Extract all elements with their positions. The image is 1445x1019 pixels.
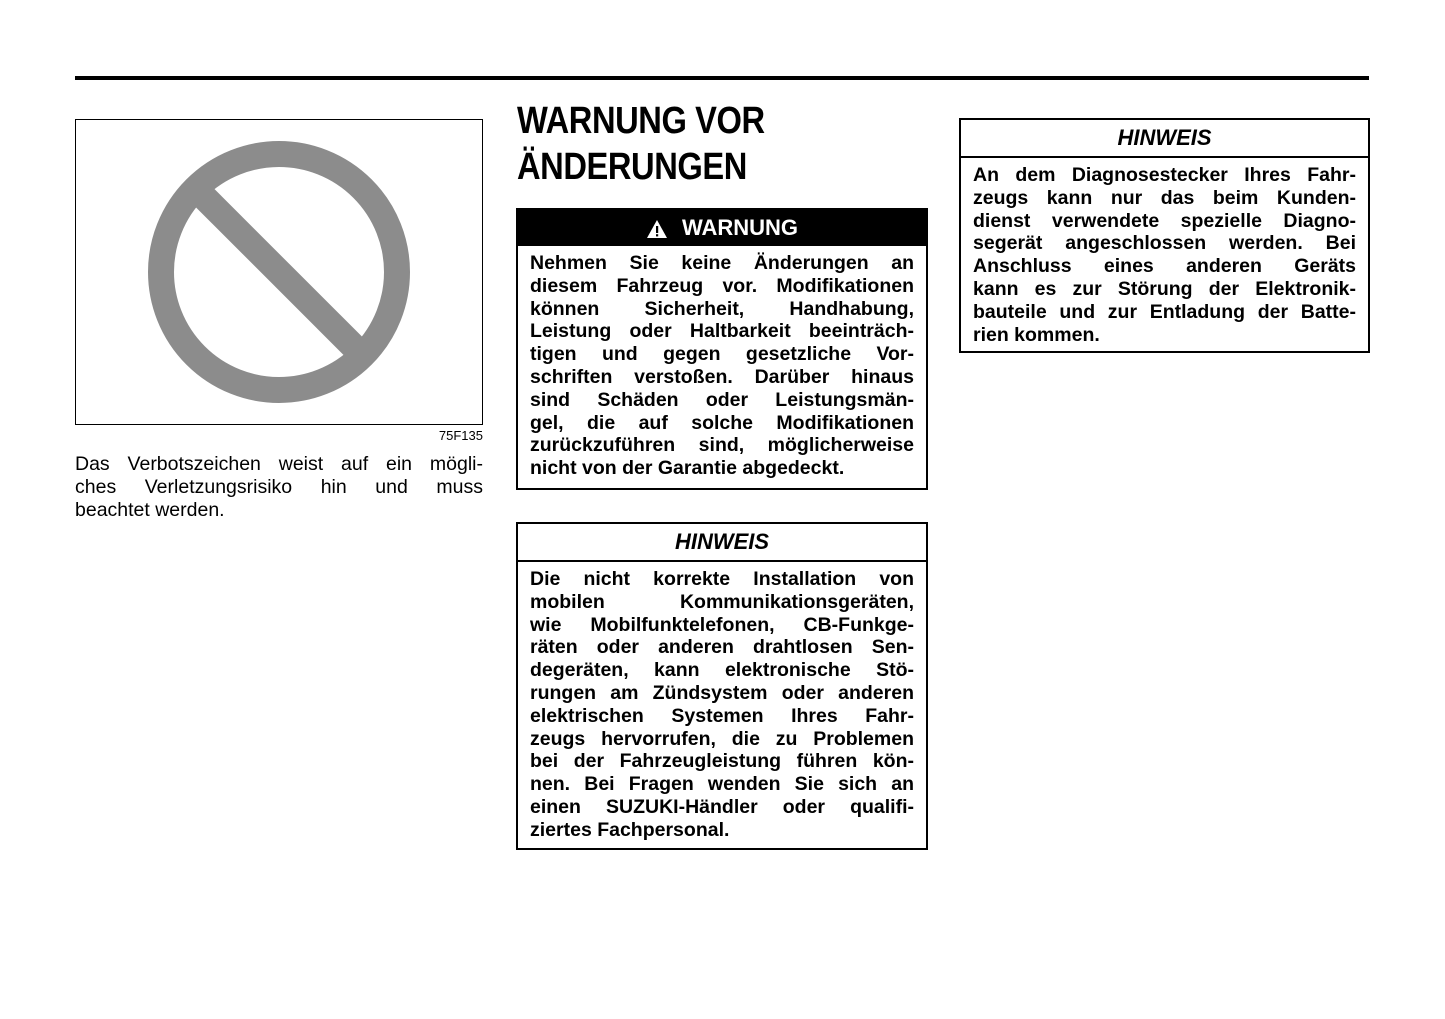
- notice-header: HINWEIS: [518, 524, 926, 562]
- notice-line: rungen am Zündsystem oder anderen: [530, 681, 914, 704]
- notice-line: Anschluss eines anderen Geräts: [973, 255, 1356, 278]
- notice-box-diagnostic-connector: [959, 118, 1370, 353]
- notice-line: dienst verwendete spezielle Diagno-: [973, 209, 1356, 232]
- warning-box: [516, 208, 928, 490]
- notice-line: zeugs kann nur das beim Kunden-: [973, 186, 1356, 209]
- notice-text: [518, 562, 926, 842]
- caption-line: ches Verletzungsrisiko hin und muss: [75, 476, 483, 498]
- notice-line: bei der Fahrzeugleistung führen kön-: [530, 750, 914, 773]
- notice-line: wie Mobilfunktelefonen, CB-Funkge-: [530, 613, 914, 636]
- warning-line: Leistung oder Haltbarkeit beeinträch-: [530, 320, 914, 343]
- notice-line: An dem Diagnosestecker Ihres Fahr-: [973, 164, 1356, 186]
- warning-line: schriften verstoßen. Darüber hinaus: [530, 365, 914, 388]
- prohibition-figure: [75, 119, 483, 425]
- section-title-line: ÄNDERUNGEN: [517, 146, 747, 188]
- notice-line: bauteile und zur Entladung der Batte-: [973, 300, 1356, 323]
- notice-line: segerät angeschlossen werden. Bei: [973, 232, 1356, 255]
- notice-line: ziertes Fachpersonal.: [530, 818, 730, 841]
- notice-line: zeugs hervorrufen, die zu Problemen: [530, 727, 914, 750]
- warning-line: tigen und gegen gesetzliche Vor-: [530, 343, 914, 366]
- warning-label: WARNUNG: [681, 215, 799, 240]
- top-rule: [75, 76, 1369, 80]
- section-title-line: WARNUNG VOR: [517, 100, 765, 142]
- warning-line: zurückzuführen sind, möglicherweise: [530, 434, 914, 457]
- caption-line: beachtet werden.: [75, 499, 225, 521]
- figure-code: 75F135: [438, 428, 483, 443]
- warning-line: diesem Fahrzeug vor. Modifikationen: [530, 274, 914, 297]
- notice-line: kann es zur Störung der Elektronik-: [973, 277, 1356, 300]
- warning-line: Nehmen Sie keine Änderungen an: [530, 252, 914, 274]
- warning-text: [518, 246, 926, 480]
- notice-line: nen. Bei Fragen wenden Sie sich an: [530, 773, 914, 796]
- warning-line: können Sicherheit, Handhabung,: [530, 297, 914, 320]
- notice-line: rien kommen.: [973, 323, 1100, 346]
- warning-line: gel, die auf solche Modifikationen: [530, 411, 914, 434]
- section-title: [517, 98, 870, 190]
- notice-line: mobilen Kommunikationsgeräten,: [530, 590, 914, 613]
- prohibition-sign-icon: [76, 120, 482, 424]
- notice-header: HINWEIS: [961, 120, 1368, 158]
- caption-line: Das Verbotszeichen weist auf ein mögli-: [75, 453, 483, 475]
- notice-line: elektrischen Systemen Ihres Fahr-: [530, 704, 914, 727]
- warning-triangle-icon: [646, 219, 668, 239]
- notice-text: [961, 158, 1368, 346]
- figure-caption: [75, 453, 483, 522]
- notice-box-mobile-devices: [516, 522, 928, 850]
- notice-line: degeräten, kann elektronische Stö-: [530, 659, 914, 682]
- warning-line: sind Schäden oder Leistungsmän-: [530, 388, 914, 411]
- notice-line: räten oder anderen drahtlosen Sen-: [530, 636, 914, 659]
- notice-line: Die nicht korrekte Installation von: [530, 568, 914, 590]
- warning-header: [518, 210, 926, 246]
- warning-line: nicht von der Garantie abgedeckt.: [530, 457, 845, 480]
- notice-line: einen SUZUKI-Händler oder qualifi-: [530, 795, 914, 818]
